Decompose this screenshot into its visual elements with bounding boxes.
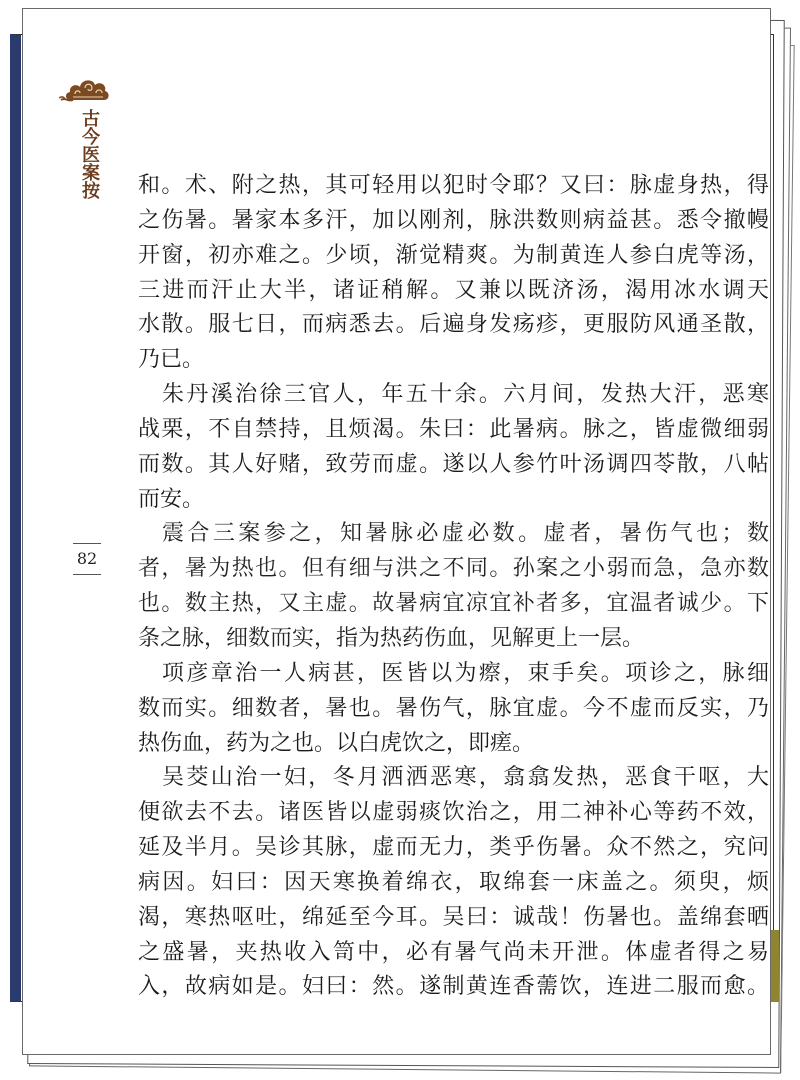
paragraph [138, 378, 769, 517]
text-line: 而安。 [138, 486, 205, 512]
text-line: 而数。其人好赌，致劳而虚。遂以人参竹叶汤调四苓散，八帖 [138, 451, 769, 477]
text-line: 者，暑为热也。但有细与洪之不同。孙案之小弱而急，急亦数 [138, 556, 769, 582]
text-line: 战栗，不自禁持，且烦渴。朱曰：此暑病。脉之，皆虚微细弱 [138, 416, 769, 442]
text-line: 朱丹溪治徐三官人，年五十余。六月间，发热大汗，恶寒 [162, 382, 769, 408]
text-line: 乃已。 [138, 347, 205, 373]
paragraph [138, 761, 769, 1005]
paragraph [138, 657, 769, 762]
commentary-paragraph [138, 517, 769, 656]
page-number: 82 [76, 549, 98, 568]
text-line: 和。术、附之热，其可轻用以犯时令耶？又曰：脉虚身热，得 [138, 173, 769, 198]
text-line: 吴茭山治一妇，冬月洒洒恶寒，翕翕发热，恶食干呕，大 [162, 765, 769, 791]
body-text [138, 169, 769, 1005]
text-line: 条之脉，细数而实，指为热药伤血，见解更上一层。 [138, 625, 645, 651]
text-line: 项彦章治一人病甚，医皆以为瘵，束手矣。项诊之，脉细 [162, 660, 769, 686]
text-line: 便欲去不去。诸医皆以虚弱痰饮治之，用二神补心等药不效， [138, 800, 769, 826]
text-line: 数而实。细数者，暑也。暑伤气，脉宜虚。今不虚而反实，乃 [138, 695, 769, 721]
text-line: 震合三案参之，知暑脉必虚必数。虚者，暑伤气也；数 [162, 521, 769, 547]
text-line: 之盛暑，夹热收入笥中，必有暑气尚未开泄。体虚者得之易 [138, 939, 769, 965]
text-line: 也。数主热，又主虚。故暑病宜凉宜补者多，宜温者诚少。下 [138, 591, 769, 617]
paragraph [138, 169, 769, 378]
page-number-rule [73, 543, 101, 544]
text-line: 开窗，初亦难之。少顷，渐觉精爽。为制黄连人参白虎等汤， [138, 242, 769, 268]
book-page [22, 8, 771, 1055]
running-book-title: 古今医案按 [79, 109, 100, 199]
text-line: 水散。服七日，而病悉去。后遍身发疡疹，更服防风通圣散， [138, 312, 769, 338]
text-line: 三进而汗止大半，诸证稍解。又兼以既济汤，渴用冰水调天 [138, 277, 769, 303]
text-line: 病因。妇曰：因天寒换着绵衣，取绵套一床盖之。须臾，烦 [138, 869, 769, 895]
text-line: 入，故病如是。妇曰：然。遂制黄连香薷饮，连进二服而愈。 [138, 974, 769, 1000]
text-line: 渴，寒热呕吐，绵延至今耳。吴曰：诚哉！伤暑也。盖绵套晒 [138, 904, 769, 930]
page-number-rule [73, 574, 101, 575]
text-line: 之伤暑。暑家本多汗，加以刚剂，脉洪数则病益甚。悉令撤幔 [138, 207, 769, 233]
cloud-ornament-icon [59, 73, 111, 107]
text-line: 延及半月。吴诊其脉，虚而无力，类乎伤暑。众不然之，究问 [138, 835, 769, 861]
text-line: 热伤血，药为之也。以白虎饮之，即瘥。 [138, 730, 535, 756]
